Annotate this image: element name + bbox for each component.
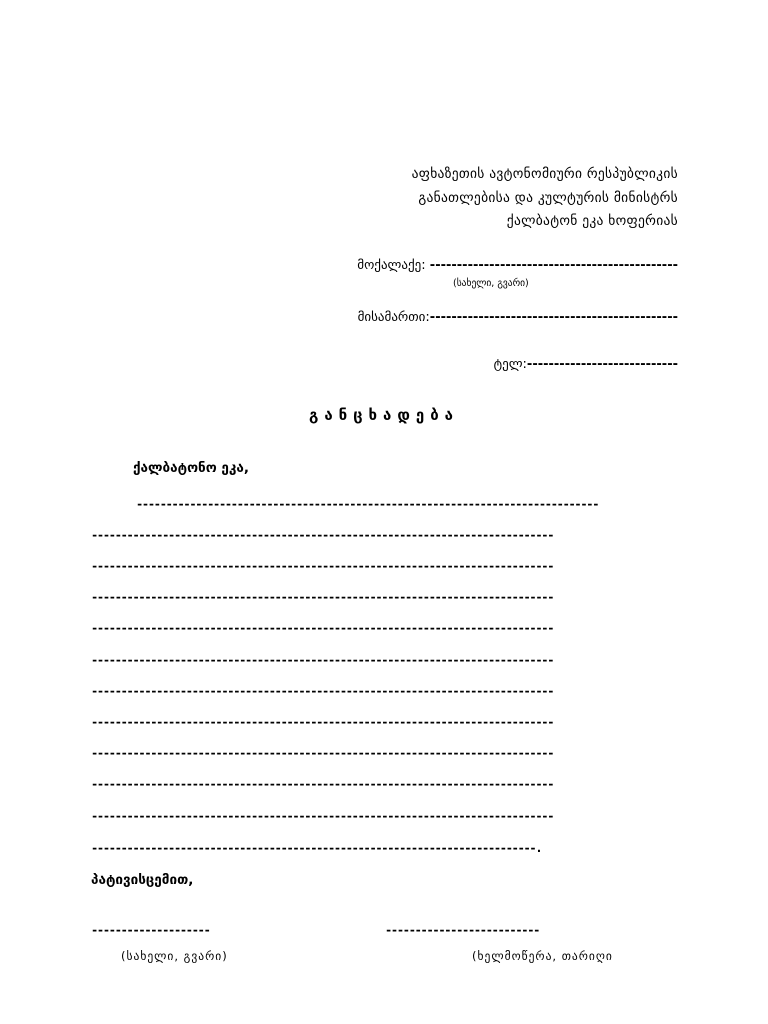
signature-sign-label: (ხელმოწერა, თარიღი — [472, 949, 613, 963]
body-line-last: ---------------------------------------------------------------------------. — [91, 841, 542, 855]
address-line: ---------------------------------------------- — [429, 310, 678, 325]
body-line: ------------------------------------------------------------------------------ — [91, 528, 554, 542]
body-line: ------------------------------------------------------------------------------ — [91, 653, 554, 667]
citizen-hint: (სახელი, გვარი) — [453, 278, 529, 289]
closing: პატივისცემით, — [91, 872, 194, 888]
body-line: ------------------------------------------------------------------------------ — [91, 777, 554, 791]
citizen-label: მოქალაქე: — [357, 258, 426, 273]
body-line: ------------------------------------------------------------------------------ — [91, 809, 554, 823]
body-line: ------------------------------------------------------------------------------ — [91, 590, 554, 604]
signature-name-line: -------------------- — [91, 923, 210, 937]
addressee-line-2: განათლებისა და კულტურის მინისტრს — [418, 190, 678, 206]
signature-sign-line: -------------------------- — [385, 923, 540, 937]
body-line: ------------------------------------------------------------------------------ — [91, 684, 554, 698]
citizen-field — [357, 258, 678, 273]
citizen-line: ---------------------------------------------- — [429, 258, 678, 273]
phone-line: ---------------------------- — [526, 357, 678, 372]
body-line: ------------------------------------------------------------------------------ — [91, 559, 554, 573]
signature-name-label: (სახელი, გვარი) — [121, 949, 228, 963]
address-label: მისამართი: — [357, 310, 430, 325]
salutation: ქალბატონო ეკა, — [133, 460, 250, 476]
address-field — [358, 310, 678, 325]
body-line: ------------------------------------------------------------------------------ — [91, 621, 554, 635]
body-line: ------------------------------------------------------------------------------ — [91, 715, 554, 729]
phone-label: ტელ: — [493, 357, 527, 372]
body-line: ------------------------------------------------------------------------------ — [136, 497, 599, 511]
addressee-line-1: აფხაზეთის ავტონომიური რესპუბლიკის — [411, 166, 678, 182]
body-line: ------------------------------------------------------------------------------ — [91, 746, 554, 760]
phone-field — [494, 357, 678, 372]
addressee-line-3: ქალბატონ ეკა ხოფერიას — [506, 213, 678, 229]
document-title: განცხადება — [309, 406, 459, 424]
